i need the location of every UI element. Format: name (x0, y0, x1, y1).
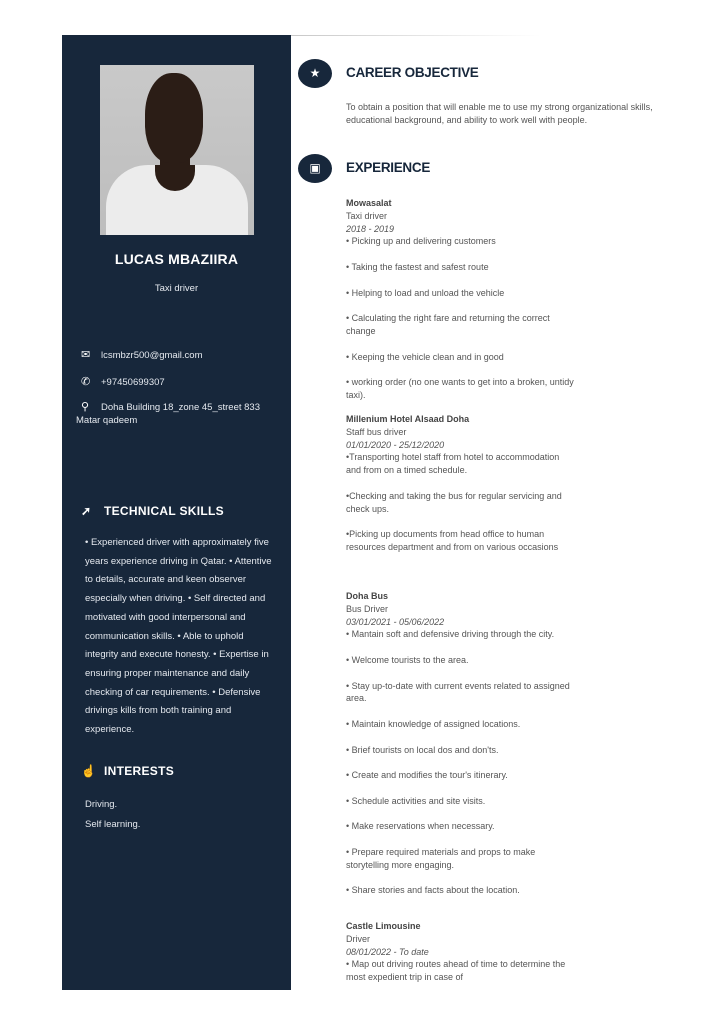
job-duty: • Map out driving routes ahead of time to determine the most expedient trip in case of (346, 959, 566, 983)
job-duty: • Share stories and facts about the location. (346, 885, 520, 896)
job-role: Bus Driver (346, 603, 389, 614)
job-duty: •Picking up documents from head office to human resources department and from on various occasions (346, 529, 559, 552)
job-dates: 2018 - 2019 (346, 223, 395, 234)
job-duty: • Brief tourists on local dos and don'ts. (346, 744, 499, 755)
job-duty: • Make reservations when necessary. (346, 821, 495, 832)
job-duty: • Create and modifies the tour's itinerary. (346, 770, 508, 781)
star-icon: ★ (298, 59, 332, 88)
job-duty: •Checking and taking the bus for regular servicing and check ups. (346, 490, 562, 514)
job-duty: • Picking up and delivering customers (346, 236, 496, 247)
job-company: Millenium Hotel Alsaad Doha (346, 414, 470, 424)
job-duty: • Helping to load and unload the vehicle (346, 287, 505, 298)
job-role: Driver (346, 933, 370, 944)
job-duty: • Prepare required materials and props to make storytelling more engaging. (346, 846, 536, 870)
location-pin-icon: ⚲ (81, 401, 90, 413)
career-objective-heading: CAREER OBJECTIVE (346, 65, 479, 80)
job-company: Doha Bus (346, 591, 389, 601)
phone-text: +97450699307 (101, 377, 165, 388)
job-duty: • Maintain knowledge of assigned locations. (346, 718, 521, 729)
address-text: Doha Building 18_zone 45_street 833 Matar qadeem (76, 402, 260, 426)
contact-address (76, 401, 286, 427)
experience-heading: EXPERIENCE (346, 160, 431, 175)
job-duty: • Welcome tourists to the area. (346, 654, 469, 665)
briefcase-icon: ▣ (298, 154, 332, 183)
interest-item: Self learning. (85, 819, 141, 830)
contact-phone[interactable] (81, 375, 165, 388)
email-text: lcsmbzr500@gmail.com (101, 350, 203, 361)
job-role: Taxi driver (346, 210, 388, 221)
job-duty: • Mantain soft and defensive driving through the city. (346, 629, 555, 640)
interests-list (85, 795, 140, 835)
job-duty: • working order (no one wants to get into a broken, untidy taxi). (346, 377, 574, 400)
top-divider (291, 35, 541, 36)
job-dates: 03/01/2021 - 05/06/2022 (346, 616, 445, 627)
job-duty: • Taking the fastest and safest route (346, 261, 489, 272)
experience-job-millenium (346, 413, 576, 554)
career-objective-text: To obtain a position that will enable me to use my strong organizational skills, educational background, and ability to work well with people. (346, 102, 653, 125)
experience-job-doha-bus (346, 590, 576, 897)
technical-skills-heading: ➚ TECHNICAL SKILLS (81, 504, 224, 518)
interests-heading: ☝ INTERESTS (81, 764, 175, 778)
envelope-icon: ✉ (81, 349, 91, 361)
job-dates: 08/01/2022 - To date (346, 946, 429, 957)
experience-job-castle-limousine (346, 920, 576, 984)
phone-icon: ✆ (81, 376, 91, 388)
job-duty: •Transporting hotel staff from hotel to accommodation and from on a timed schedule. (346, 452, 560, 476)
sidebar (62, 35, 291, 990)
job-duty: • Stay up-to-date with current events related to assigned area. (346, 680, 570, 704)
experience-job-mowasalat (346, 197, 576, 402)
job-company: Castle Limousine (346, 921, 421, 931)
interest-item: Driving. (85, 799, 118, 810)
job-duty: • Keeping the vehicle clean and in good (346, 351, 504, 362)
job-company: Mowasalat (346, 198, 392, 208)
thumbs-up-icon: ☝ (81, 764, 97, 778)
contact-email[interactable] (81, 348, 203, 361)
profile-photo (100, 65, 254, 235)
profile-name: LUCAS MBAZIIRA (114, 251, 239, 267)
technical-skills-text: • Experienced driver with approximately five years experience driving in Qatar. • Attentive to details, accurate and keen observer especially when driving. • Self directed and motivated with good interpersonal and communication skills. • Able to uphold integrity and execute honesty. • Expertise in ensuring proper maintenance and daily checking of car requirements. • Defensive drivings kills from both training and experience. (85, 537, 272, 736)
job-duty: • Calculating the right fare and returning the correct change (346, 313, 550, 336)
profile-title: Taxi driver (154, 283, 199, 294)
job-duty: • Schedule activities and site visits. (346, 795, 486, 806)
rocket-icon: ➚ (81, 504, 92, 518)
job-dates: 01/01/2020 - 25/12/2020 (346, 439, 445, 450)
job-role: Staff bus driver (346, 426, 407, 437)
